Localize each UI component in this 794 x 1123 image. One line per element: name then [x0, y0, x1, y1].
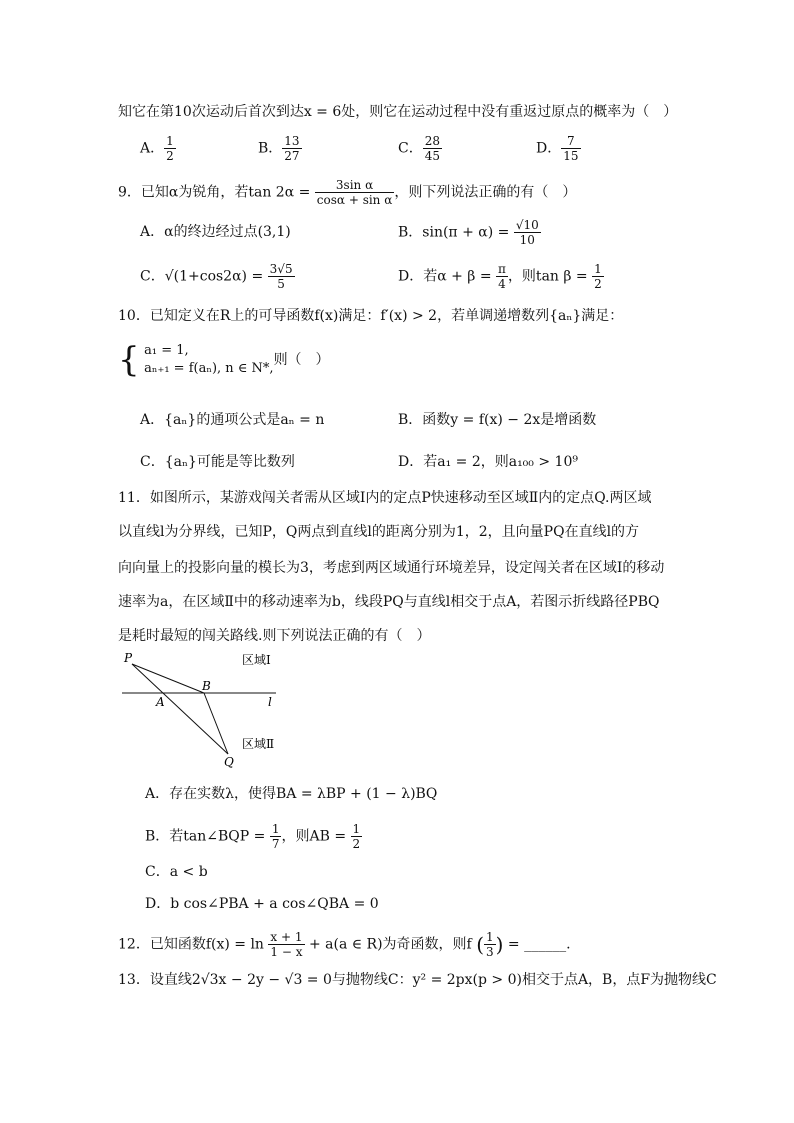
q10-option-c: C．{aₙ}可能是等比数列 — [140, 454, 295, 470]
brace: { — [118, 340, 140, 380]
option-label: C． — [398, 140, 423, 157]
segment-bq — [204, 693, 228, 754]
fraction: $\frac{1}{2}$ — [594, 262, 602, 291]
option-label: B． — [258, 140, 283, 157]
segment-pq — [132, 664, 228, 754]
fraction: $\frac{1}{7}$ — [271, 822, 280, 851]
fraction: $\frac{√10}{10}$ — [515, 218, 539, 247]
fraction: $\frac{3√5}{5}$ — [269, 262, 293, 291]
fraction: $\frac{\text{3sin α}}{\text{cosα + sin α}}$ — [316, 178, 393, 207]
q11-line-5: 是耗时最短的闯关路线.则下列说法正确的有（ ） — [118, 628, 431, 644]
q10-stem: 10．已知定义在R上的可导函数f(x)满足：f′(x) > 2，若单调递增数列{aₙ}满足： — [118, 308, 624, 324]
q11-line-4: 速率为a，在区域Ⅱ中的移动速率为b，线段PQ与直线l相交于点A，若图示折线路径PBQ — [118, 594, 660, 610]
fraction: $\frac{13}{27}$ — [284, 134, 300, 163]
q9-option-b: B．sin(π + α) = $\frac{√10}{10}$ — [398, 218, 539, 247]
q10-option-b: B．函数y = f(x) − 2x是增函数 — [398, 412, 597, 428]
fraction: $\frac{28}{45}$ — [424, 134, 440, 163]
q10-system: { a₁ = 1, aₙ₊₁ = f(aₙ), n ∈ N*, 则（ ） — [118, 340, 330, 380]
label-q: Q — [224, 755, 234, 768]
q11-line-2: 以直线l为分界线，已知P，Q两点到直线l的距离分别为1，2，且向量PQ在直线l的方 — [118, 524, 640, 540]
label-p: P — [124, 651, 133, 665]
q9-stem: 9．已知α为锐角，若tan 2α = $\frac{\text{3sin α}}{\text{cosα + sin α}}$ ，则下列说法正确的有（ ） — [118, 178, 577, 207]
path-figure — [118, 648, 298, 768]
q8-option-a — [140, 134, 176, 163]
q9-option-a: A．α的终边经过点(3,1) — [140, 224, 291, 240]
option-label: D． — [536, 140, 562, 157]
q13-stem: 13．设直线2√3x − 2y − √3 = 0与抛物线C：y² = 2px(p > 0)相交于点A，B，点F为抛物线C — [118, 972, 717, 988]
label-b: B — [202, 679, 211, 693]
q9-option-c: C．√(1+cos2α) = $\frac{3√5}{5}$ — [140, 262, 293, 291]
label-a: A — [156, 695, 165, 709]
label-zone-2: 区域Ⅱ — [242, 737, 275, 751]
figure-svg — [118, 648, 298, 768]
segment-pb — [132, 664, 204, 693]
fraction: $\frac{1}{3}$ — [486, 930, 494, 959]
q11-option-c: C．a < b — [145, 864, 208, 880]
q11-option-d: D．b cos∠PBA + a cos∠QBA = 0 — [145, 896, 379, 912]
fraction: $\frac{x + 1}{1 - x}$ — [270, 930, 303, 959]
fraction: $\frac{7}{15}$ — [563, 134, 579, 163]
question-continuation: 知它在第10次运动后首次到达x = 6处，则它在运动过程中没有重返过原点的概率为（ ） — [118, 104, 678, 120]
q8-option-b — [258, 134, 302, 163]
fraction: $\frac{1}{2}$ — [166, 134, 174, 163]
q8-option-c — [398, 134, 442, 163]
q11-option-a: A．存在实数λ，使得BA = λBP + (1 − λ)BQ — [145, 786, 438, 802]
q10-option-a: A．{aₙ}的通项公式是aₙ = n — [140, 412, 325, 428]
q10-option-d: D．若a₁ = 2，则a₁₀₀ > 10⁹ — [398, 454, 578, 470]
q8-option-d — [536, 134, 581, 163]
option-label: A． — [140, 140, 165, 157]
fraction: $\frac{\pi}{4}$ — [498, 262, 506, 291]
q11-option-b: B．若tan∠BQP = $\frac{1}{7}$ ，则AB = $\frac{1}{2}$ — [145, 822, 361, 851]
q11-line-3: 向向量上的投影向量的模长为3，考虑到两区域通行环境差异，设定闯关者在区域Ⅰ的移动 — [118, 560, 665, 576]
q11-line-1: 11．如图所示，某游戏闯关者需从区域Ⅰ内的定点P快速移动至区域Ⅱ内的定点Q.两区域 — [118, 490, 652, 506]
q9-option-d: D．若α + β = $\frac{\pi}{4}$ ，则tan β = $\frac{1}{2}$ — [398, 262, 602, 291]
label-l: l — [268, 695, 272, 709]
q12-stem: 12．已知函数f(x) = ln $\frac{x + 1}{1 - x}$ + a(a ∈ R)为奇函数，则f ( $\frac{1}{3}$ ) = ______. — [118, 930, 571, 959]
label-zone-1: 区域Ⅰ — [242, 653, 271, 667]
fraction: $\frac{1}{2}$ — [352, 822, 361, 851]
